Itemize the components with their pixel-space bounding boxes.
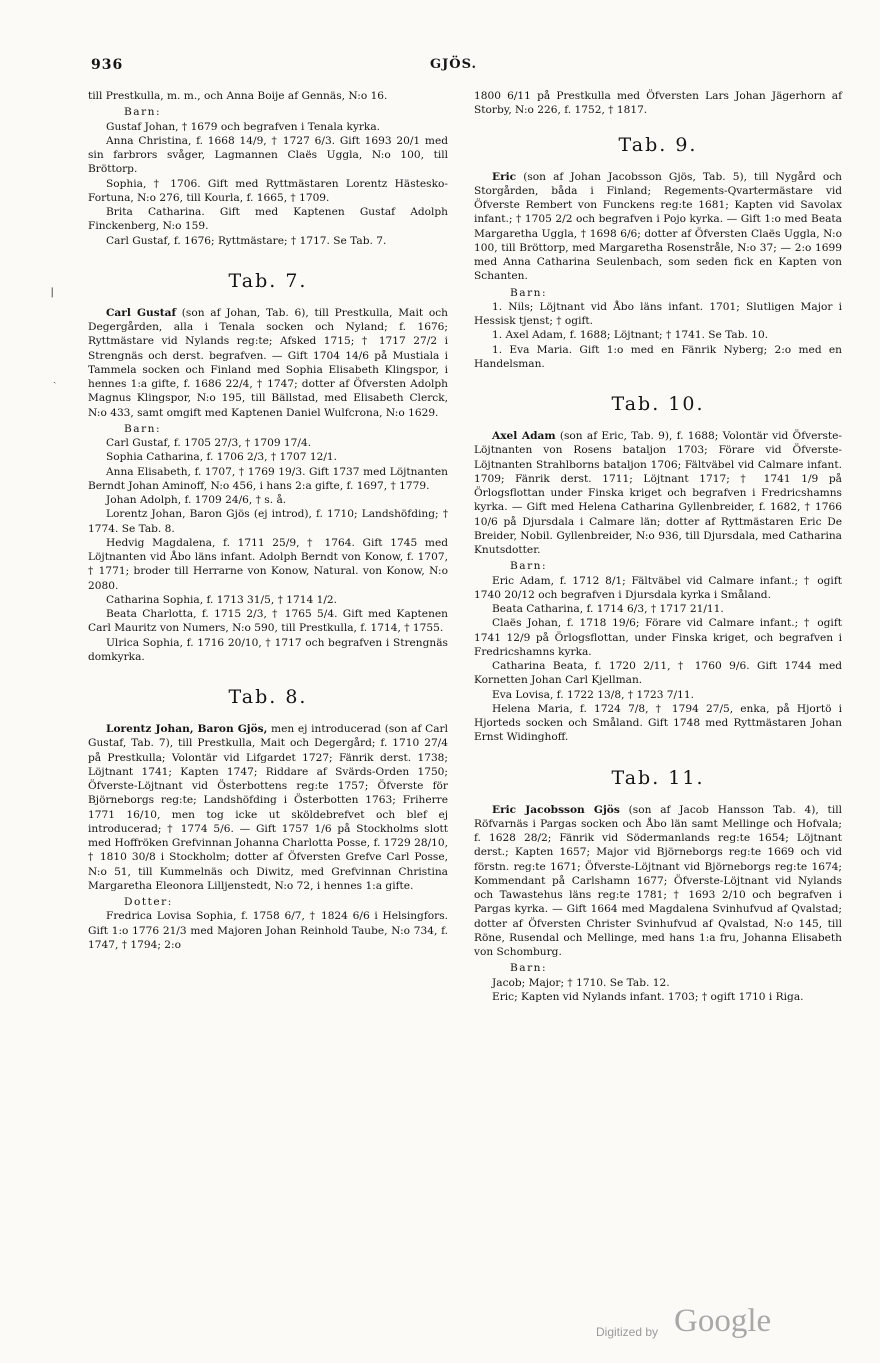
left-column — [88, 89, 448, 952]
child-entry: Helena Maria, f. 1724 7/8, † 1794 27/5, enka, på Hjortö i Hjorteds socken och Småland. Gift 1748 med Ryttmästaren Johan Ernst Widinghoff. — [474, 702, 842, 744]
child-entry: Eric Adam, f. 1712 8/1; Fältväbel vid Calmare infant.; † ogift 1740 20/12 och begrafven i Djursdala kyrka i Småland. — [474, 574, 842, 601]
children-label: Barn: — [124, 106, 162, 119]
margin-mark: ˎ — [53, 373, 57, 384]
entry-text: (son af Jacob Hansson Tab. 4), till Röfvarnäs i Pargas socken och Åbo län samt Mellinge och Hofvala; f. 1628 28/2; Fänrik vid Södermanlands reg:te 1654; Löjtnant derst.; Kapten 1657; Major vid Björneborgs reg:te 1669 och vid förstn. reg:te 1671; Öfverste-Löjtnant vid Björneborgs reg:te 1674; Kommendant på Carlshamn 1677; Öfverste-Löjtnant vid Nylands och Tawastehus läns reg:te 1781; † 1693 2/10 och begrafven i Pargas kyrka. — Gift 1664 med Magdalena Svinhufvud af Qvalstad; dotter af Öfversten Christer Svinhufvud af Qvalstad, N:o 145, till Röne, Rusendal och Mellinge, med hans 1:a fru, Johanna Elisabeth von Schomburg. — [474, 803, 842, 958]
entry-text: (son af Eric, Tab. 9), f. 1688; Volontär vid Öfverste-Löjtnanten von Rosens bataljon 1703; Förare vid Öfverste-Löjtnanten Strahlborns bataljon 1706; Fältväbel vid Calmare infant. 1709; Fänrik derst. 1711; Löjtnant 1717; † 1741 1/9 på Örlogsflottan under Finska kriget och begrafven i Fredricshamns kyrka. — Gift med Helena Catharina Gyllenbreider, f. 1682, † 1766 10/6 på Djursdala i Calmare län; dotter af Ryttmästaren Eric De Breider, Nobil. Gyllenbreider, N:o 936, till Djursdala, med Catharina Knutsdotter. — [474, 430, 842, 556]
child-entry: Eric; Kapten vid Nylands infant. 1703; † ogift 1710 i Riga. — [492, 990, 804, 1003]
continuation-paragraph: 1800 6/11 på Prestkulla med Öfversten Lars Johan Jägerhorn af Storby, N:o 226, f. 1752, † 1817. — [474, 90, 842, 117]
child-entry: Catharina Sophia, f. 1713 31/5, † 1714 1/2. — [106, 593, 337, 606]
entry-text: (son af Johan, Tab. 6), till Prestkulla, Mait och Degergården, alla i Tenala socken och Nyland; f. 1676; Ryttmästare vid Nylands reg:te; Afsked 1715; † 1717 27/2 i Strengnäs och derst. begrafven. — Gift 1704 14/6 på Mustiala i Tammela socken och Finland med Sophia Elisabeth Klingspor, i hennes 1:a gifte, f. 1686 22/4, † 1747; dotter af Öfversten Adolph Magnus Klingspor, N:o 195, till Bällstad, med Elisabeth Clerck, N:o 433, samt omgift med Kaptenen Daniel Wulfcrona, N:o 1629. — [88, 306, 448, 419]
entry-paragraph — [474, 170, 842, 284]
child-entry: Gustaf Johan, † 1679 och begrafven i Tenala kyrka. — [106, 120, 381, 133]
entry-name: Eric — [492, 170, 517, 183]
section-title-tab9: Tab. 9. — [618, 133, 698, 156]
child-entry: Hedvig Magdalena, f. 1711 25/9, † 1764. Gift 1745 med Löjtnanten vid Åbo läns infant. Adolph Berndt von Konow, f. 1707, † 1771; broder till Herrarne von Konow, Natural. von Konow, N:o 2080. — [88, 536, 448, 592]
continuation-paragraph: till Prestkulla, m. m., och Anna Boije af Gennäs, N:o 16. — [88, 90, 388, 102]
entry-paragraph — [88, 306, 448, 420]
entry-name: Carl Gustaf — [106, 306, 177, 319]
child-entry: Eva Lovisa, f. 1722 13/8, † 1723 7/11. — [492, 688, 694, 701]
child-entry: Beata Charlotta, f. 1715 2/3, † 1765 5/4. Gift med Kaptenen Carl Mauritz von Numers, N:o 590, till Prestkulla, f. 1714, † 1755. — [88, 608, 448, 635]
daughter-label: Dotter: — [124, 896, 173, 908]
child-entry: Jacob; Major; † 1710. Se Tab. 12. — [492, 976, 670, 989]
section-title-tab8: Tab. 8. — [228, 686, 308, 708]
child-entry: Carl Gustaf, f. 1676; Ryttmästare; † 1717. Se Tab. 7. — [106, 234, 387, 247]
child-entry: Anna Elisabeth, f. 1707, † 1769 19/3. Gift 1737 med Löjtnanten Berndt Johan Aminoff, N:o 456, i hans 2:a gifte, f. 1697, † 1779. — [88, 465, 448, 492]
section-title-tab11: Tab. 11. — [611, 766, 705, 789]
running-head: GJÖS. — [430, 57, 478, 72]
entry-name: Eric Jacobsson Gjös — [492, 803, 620, 816]
entry-name: Axel Adam — [492, 430, 556, 442]
child-entry: Beata Catharina, f. 1714 6/3, † 1717 21/11. — [492, 603, 724, 615]
child-entry: Fredrica Lovisa Sophia, f. 1758 6/7, † 1824 6/6 i Helsingfors. Gift 1:o 1776 21/3 med Majoren Johan Reinhold Taube, N:o 734, f. 1747, † 1794; 2:o — [88, 910, 448, 951]
child-entry: Claës Johan, f. 1718 19/6; Förare vid Calmare infant.; † ogift 1741 12/9 på Örlogsflottan, under Finska kriget, och begrafven i Fredricshamns kyrka. — [474, 617, 842, 658]
child-entry: Anna Christina, f. 1668 14/9, † 1727 6/3. Gift 1693 20/1 med sin farbrors svåger, Lagmannen Claës Uggla, N:o 100, till Bröttorp. — [88, 134, 448, 176]
entry-text: (son af Johan Jacobsson Gjös, Tab. 5), till Nygård och Storgården, båda i Finland; Regements-Qvartermästare vid Öfverste Rembert von Funckens reg:te 1681; Kapten vid Savolax infant.; † 1705 2/2 och begrafven i Pojo kyrka. — Gift 1:o med Beata Margaretha Uggla, † 1698 6/6; dotter af Öfversten Claës Uggla, N:o 100, till Bröttorp, med Margaretha Rosenstråle, N:o 37; — 2:o 1699 med Anna Catharina Seulenbach, som seden fick en Kapten von Schanten. — [474, 170, 842, 283]
child-entry: Catharina Beata, f. 1720 2/11, † 1760 9/6. Gift 1744 med Kornetten Johan Carl Kjellman. — [474, 660, 842, 687]
entry-paragraph — [88, 722, 448, 893]
child-entry: 1. Eva Maria. Gift 1:o med en Fänrik Nyberg; 2:o med en Handelsman. — [474, 343, 842, 370]
page-header — [0, 57, 880, 79]
child-entry: Brita Catharina. Gift med Kaptenen Gustaf Adolph Finckenberg, N:o 159. — [88, 206, 448, 233]
section-title-tab7: Tab. 7. — [228, 269, 308, 292]
child-entry: 1. Nils; Löjtnant vid Åbo läns infant. 1701; Slutligen Major i Hessisk tjenst; † ogift. — [474, 300, 842, 327]
children-label: Barn: — [510, 560, 548, 573]
right-column — [474, 89, 842, 1004]
children-label: Barn: — [510, 286, 548, 299]
child-entry: Carl Gustaf, f. 1705 27/3, † 1709 17/4. — [106, 437, 312, 449]
child-entry: Lorentz Johan, Baron Gjös (ej introd), f. 1710; Landshöfding; † 1774. Se Tab. 8. — [88, 508, 448, 535]
margin-mark: ❘ — [48, 287, 57, 298]
entry-paragraph — [474, 429, 842, 557]
page-number: 936 — [91, 57, 124, 73]
children-label: Barn: — [510, 962, 548, 975]
children-label: Barn: — [124, 422, 162, 435]
entry-name: Lorentz Johan, Baron Gjös, — [106, 723, 268, 735]
child-entry: Sophia, † 1706. Gift med Ryttmästaren Lorentz Hästesko-Fortuna, N:o 276, till Kourla, f. 1665, † 1709. — [88, 177, 448, 204]
digitized-by-label: Digitized by — [596, 1325, 659, 1339]
child-entry: Johan Adolph, f. 1709 24/6, † s. å. — [106, 494, 287, 506]
entry-paragraph — [474, 803, 842, 960]
entry-text: men ej introducerad (son af Carl Gustaf, Tab. 7), till Prestkulla, Mait och Degergård; f. 1710 27/4 på Prestkulla; Volontär vid Lifgardet 1727; Fänrik derst. 1738; Löjtnant 1741; Kapten 1747; Riddare af Svärds-Orden 1750; Öfverste-Löjtnant vid Österbottens reg:te 1757; Öfverste för Björneborgs reg:te; Landshöfding i Österbotten 1763; Friherre 1771 16/10, men tog icke ut sköldebrefvet och blef ej introducerad; † 1774 5/6. — Gift 1757 1/6 på Stockholms slott med Hoffröken Grefvinnan Johanna Charlotta Posse, f. 1729 28/10, † 1810 30/8 i Stockholm; dotter af Öfversten Grefve Carl Posse, N:o 51, till Kummelnäs och Diwitz, med Grefvinnan Christina Margaretha Eleonora Lilljenstedt, N:o 72, i hennes 1:a gifte. — [88, 723, 448, 892]
google-logo: Google — [674, 1303, 772, 1339]
child-entry: Ulrica Sophia, f. 1716 20/10, † 1717 och begrafven i Strengnäs domkyrka. — [88, 636, 448, 663]
child-entry: 1. Axel Adam, f. 1688; Löjtnant; † 1741. Se Tab. 10. — [492, 329, 769, 342]
child-entry: Sophia Catharina, f. 1706 2/3, † 1707 12/1. — [106, 451, 337, 464]
section-title-tab10: Tab. 10. — [611, 393, 705, 415]
